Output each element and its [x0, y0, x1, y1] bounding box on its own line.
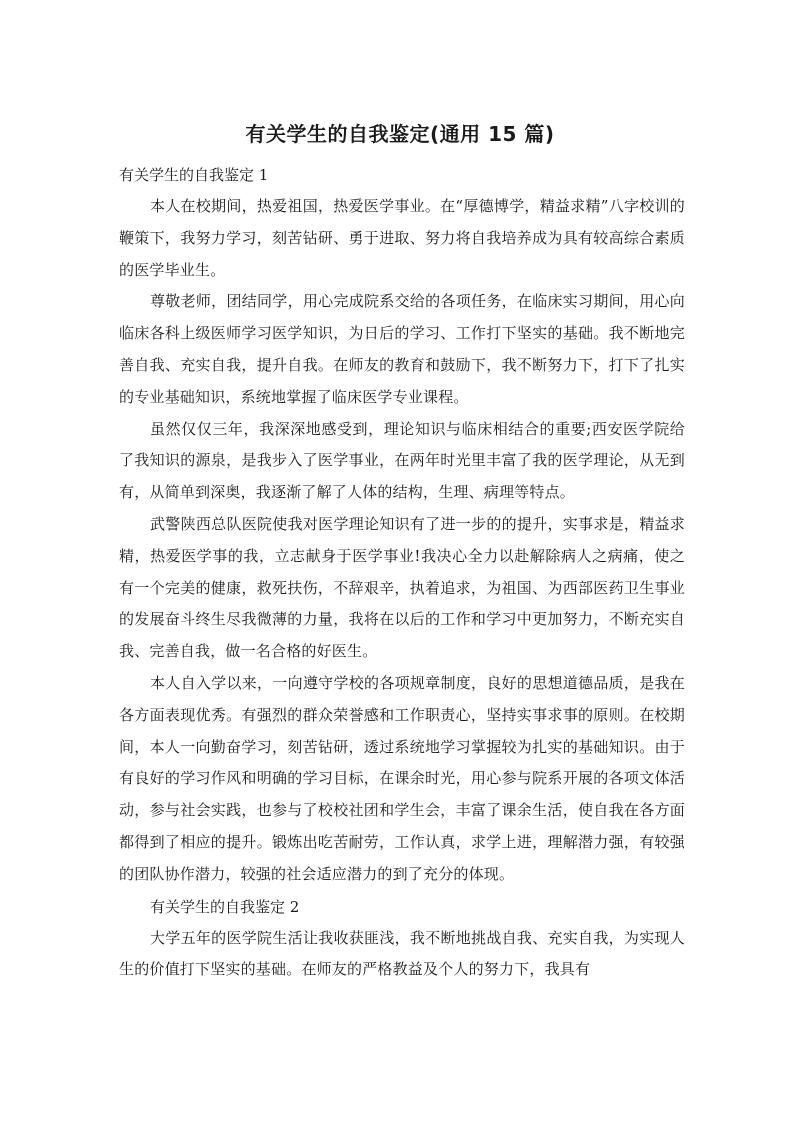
paragraph: 武警陕西总队医院使我对医学理论知识有了进一步的的提升，实事求是，精益求精，热爱医学事的我，立志献身于医学事业!我决心全力以赴解除病人之病痛，使之有一个完美的健康，救死扶伤，不辞艰辛，执着追求，为祖国、为西部医药卫生事业的发展奋斗终生尽我微薄的力量，我将在以后的工作和学习中更加努力，不断充实自我、完善自我，做一名合格的好医生。: [119, 514, 685, 661]
section-heading: 有关学生的自我鉴定 1: [119, 166, 269, 184]
paragraph: 大学五年的医学院生活让我收获匪浅，我不断地挑战自我、充实自我，为实现人生的价值打下坚实的基础。在师友的严格教益及个人的努力下，我具有: [119, 928, 685, 979]
paragraph: 尊敬老师，团结同学，用心完成院系交给的各项任务，在临床实习期间，用心向临床各科上级医师学习医学知识，为日后的学习、工作打下坚实的基础。我不断地完善自我、充实自我，提升自我。在师友的教育和鼓励下，我不断努力下，打下了扎实的专业基础知识，系统地掌握了临床医学专业课程。: [119, 292, 685, 406]
paragraph: 本人在校期间，热爱祖国，热爱医学事业。在“厚德博学，精益求精”八字校训的鞭策下，我努力学习，刻苦钻研、勇于进取、努力将自我培养成为具有较高综合素质的医学毕业生。: [119, 197, 685, 279]
paragraph: 本人自入学以来，一向遵守学校的各项规章制度，良好的思想道德品质，是我在各方面表现优秀。有强烈的群众荣誉感和工作职责心，坚持实事求事的原则。在校期间，本人一向勤奋学习，刻苦钻研，透过系统地学习掌握较为扎实的基础知识。由于有良好的学习作风和明确的学习目标，在课余时光，用心参与院系开展的各项文体活动，参与社会实践，也参与了校校社团和学生会，丰富了课余生活，使自我在各方面都得到了相应的提升。锻炼出吃苦耐劳，工作认真，求学上进，理解潜力强，有较强的团队协作潜力，较强的社会适应潜力的到了充分的体现。: [119, 673, 685, 883]
section-heading: 有关学生的自我鉴定 2: [150, 897, 300, 916]
document-body: [119, 161, 685, 986]
document-title: 有关学生的自我鉴定(通用 15 篇): [245, 122, 555, 146]
paragraph: 虽然仅仅三年，我深深地感受到，理论知识与临床相结合的重要;西安医学院给了我知识的源泉，是我步入了医学事业，在两年时光里丰富了我的医学理论，从无到有，从简单到深奥，我逐渐了解了人体的结构，生理、病理等特点。: [119, 419, 685, 502]
